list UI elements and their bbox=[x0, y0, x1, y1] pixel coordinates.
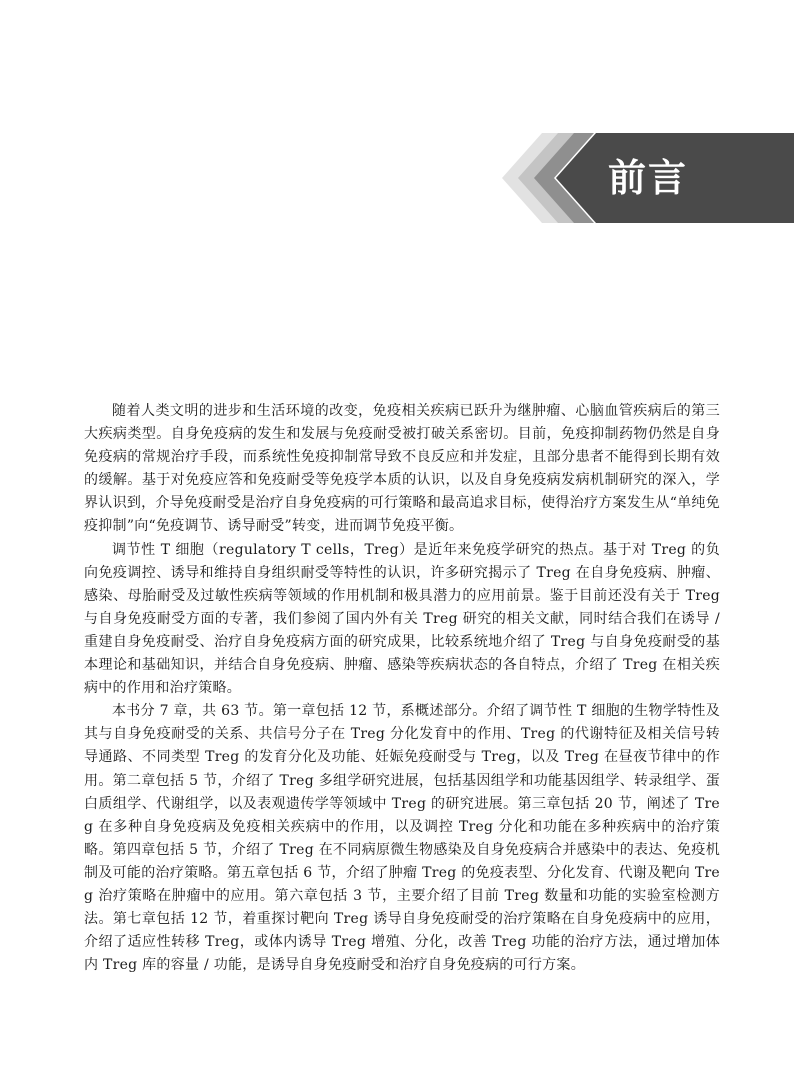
page-title: 前言 bbox=[608, 156, 689, 200]
preface-body bbox=[84, 400, 720, 977]
paragraph-2: 调节性 T 细胞（regulatory T cells，Treg）是近年来免疫学研究的热点。基于对 Treg 的负向免疫调控、诱导和维持自身组织耐受等特性的认识，许多研究揭示了 Treg 在自身免疫病、肿瘤、感染、母胎耐受及过敏性疾病等领域的作用机制和极具潜力的应用前景。鉴于目前还没有关于 Treg 与自身免疫耐受方面的专著，我们参阅了国内外有关 Treg 研究的相关文献，同时结合我们在诱导 / 重建自身免疫耐受、治疗自身免疫病方面的研究成果，比较系统地介绍了 Treg 与自身免疫耐受的基本理论和基础知识，并结合自身免疫病、肿瘤、感染等疾病状态的各自特点，介绍了 Treg 在相关疾病中的作用和治疗策略。 bbox=[84, 541, 720, 697]
paragraph-1: 随着人类文明的进步和生活环境的改变，免疫相关疾病已跃升为继肿瘤、心脑血管疾病后的第三大疾病类型。自身免疫病的发生和发展与免疫耐受被打破关系密切。目前，免疫抑制药物仍然是自身免疫病的常规治疗手段，而系统性免疫抑制常导致不良反应和并发症，且部分患者不能得到长期有效的缓解。基于对免疫应答和免疫耐受等免疫学本质的认识，以及自身免疫病发病机制研究的深入，学界认识到，介导免疫耐受是治疗自身免疫病的可行策略和最高追求目标，使得治疗方案发生从“单纯免疫抑制”向“免疫调节、诱导耐受”转变，进而调节免疫平衡。 bbox=[84, 403, 720, 535]
chapter-header-banner bbox=[500, 133, 794, 223]
paragraph-3: 本书分 7 章，共 63 节。第一章包括 12 节，系概述部分。介绍了调节性 T 细胞的生物学特性及其与自身免疫耐受的关系、共信号分子在 Treg 分化发育中的作用、Treg 的代谢特征及相关信号转导通路、不同类型 Treg 的发育分化及功能、妊娠免疫耐受与 Treg，以及 Treg 在昼夜节律中的作用。第二章包括 5 节，介绍了 Treg 多组学研究进展，包括基因组学和功能基因组学、转录组学、蛋白质组学、代谢组学，以及表观遗传学等领域中 Treg 的研究进展。第三章包括 20 节，阐述了 Treg 在多种自身免疫病及免疫相关疾病中的作用，以及调控 Treg 分化和功能在多种疾病中的治疗策略。第四章包括 5 节，介绍了 Treg 在不同病原微生物感染及自身免疫病合并感染中的表达、免疫机制及可能的治疗策略。第五章包括 6 节，介绍了肿瘤 Treg 的免疫表型、分化发育、代谢及靶向 Treg 治疗策略在肿瘤中的应用。第六章包括 3 节，主要介绍了目前 Treg 数量和功能的实验室检测方法。第七章包括 12 节，着重探讨靶向 Treg 诱导自身免疫耐受的治疗策略在自身免疫病中的应用，介绍了适应性转移 Treg，或体内诱导 Treg 增殖、分化，改善 Treg 功能的治疗方法，通过增加体内 Treg 库的容量 / 功能，是诱导自身免疫耐受和治疗自身免疫病的可行方案。 bbox=[84, 703, 720, 974]
